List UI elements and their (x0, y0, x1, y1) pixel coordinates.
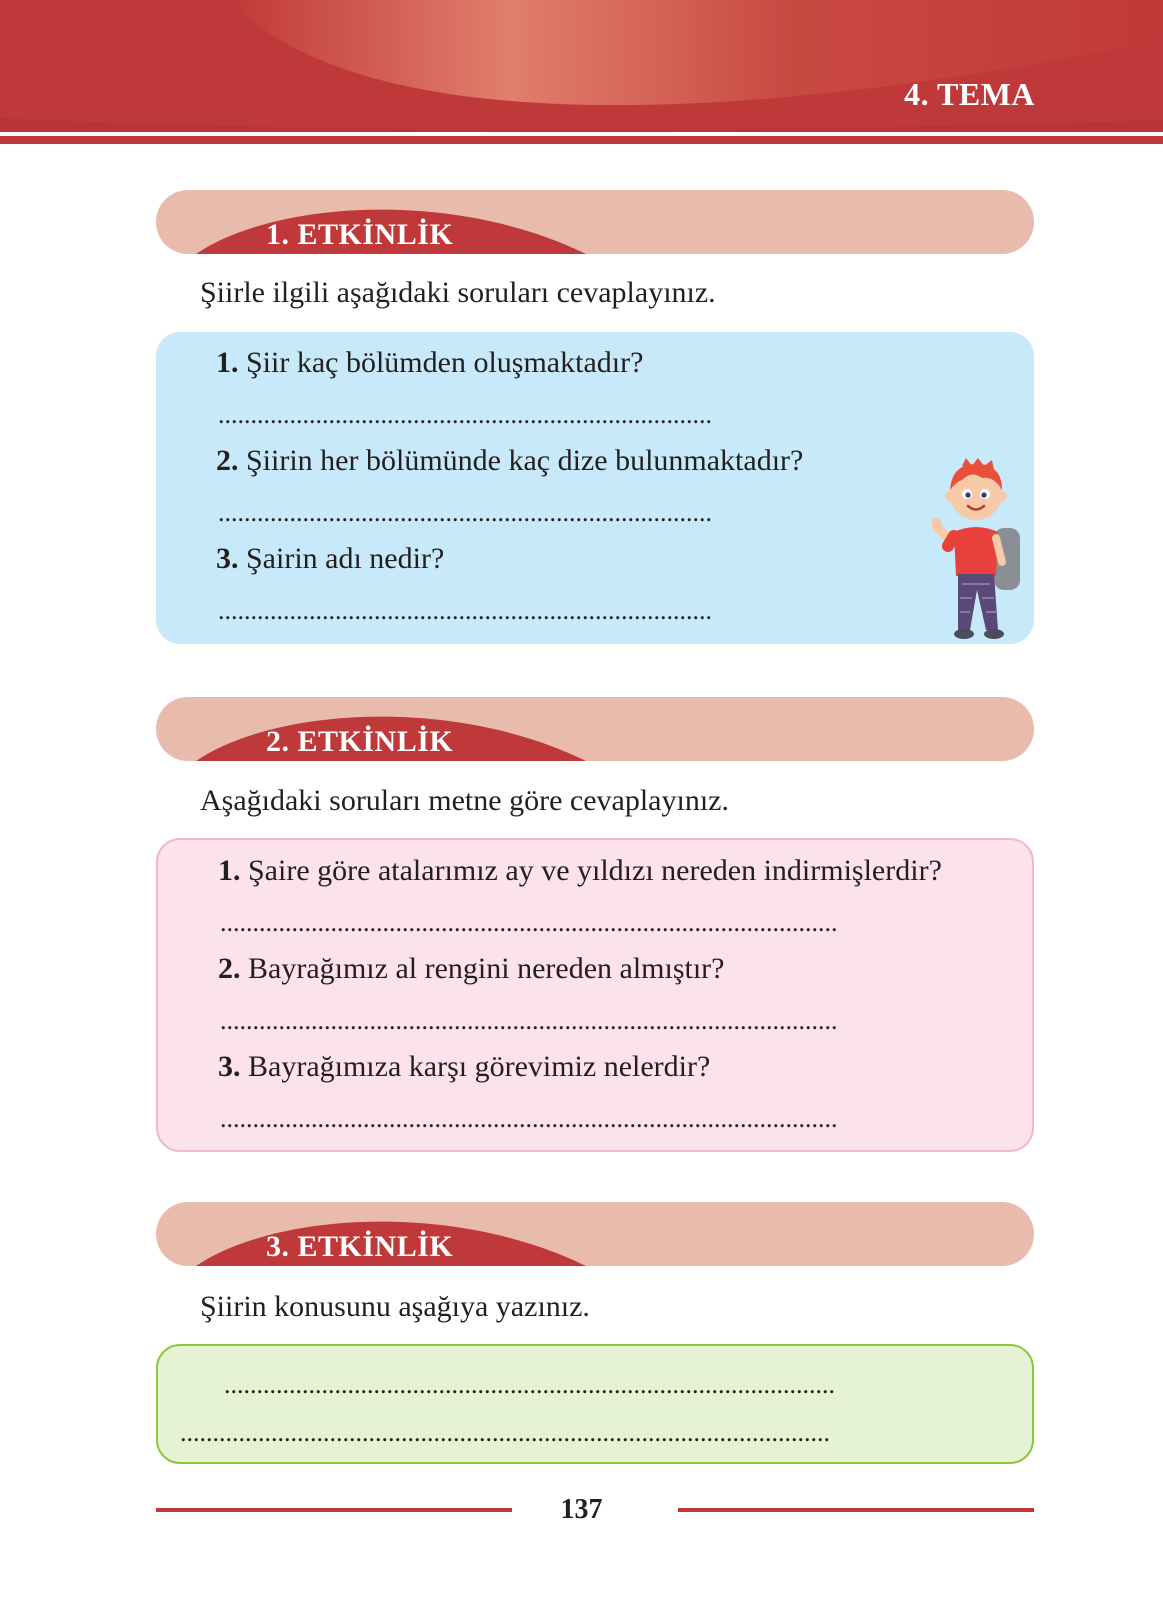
page-number: 137 (560, 1494, 603, 1525)
theme-label: 4. TEMA (904, 76, 1035, 112)
activity-2-answer-line-3[interactable]: ............................................................................................... (220, 1104, 838, 1133)
activity-2-question-1: 1. Şaire göre atalarımız ay ve yıldızı nereden indirmişlerdir? (218, 854, 942, 887)
activity-2-header (156, 697, 1034, 761)
activity-1-instruction: Şiirle ilgili aşağıdaki soruları cevaplayınız. (200, 276, 716, 309)
page-header (0, 0, 1163, 160)
boy-with-backpack-illustration (932, 458, 1032, 644)
activity-1-question-box (156, 332, 1034, 644)
activity-2-question-3: 3. Bayrağımıza karşı görevimiz nelerdir? (218, 1050, 711, 1083)
activity-3-header (156, 1202, 1034, 1266)
activity-1-answer-line-2[interactable]: ............................................................................ (218, 498, 712, 527)
activity-2-answer-line-2[interactable]: ............................................................................................... (220, 1006, 838, 1035)
activity-1-answer-line-3[interactable]: ............................................................................ (218, 596, 712, 625)
activity-3-answer-box (156, 1344, 1034, 1464)
activity-1-title: 1. ETKİNLİK (266, 218, 454, 251)
activity-3-instruction: Şiirin konusunu aşağıya yazınız. (200, 1290, 590, 1323)
activity-3-answer-line-2[interactable]: .................................................................................................... (180, 1418, 830, 1447)
activity-1-question-3: 3. Şairin adı nedir? (216, 542, 445, 575)
activity-3-answer-line-1[interactable]: .............................................................................................. (224, 1370, 835, 1399)
activity-2-answer-line-1[interactable]: ............................................................................................... (220, 908, 838, 937)
activity-2-question-2: 2. Bayrağımız al rengini nereden almıştır? (218, 952, 725, 985)
activity-3-title: 3. ETKİNLİK (266, 1230, 454, 1263)
activity-2-instruction: Aşağıdaki soruları metne göre cevaplayınız. (200, 784, 729, 817)
activity-1-answer-line-1[interactable]: ............................................................................ (218, 400, 712, 429)
activity-1-question-1: 1. Şiir kaç bölümden oluşmaktadır? (216, 346, 644, 379)
activity-2-question-box (156, 838, 1034, 1152)
activity-2-title: 2. ETKİNLİK (266, 725, 454, 758)
activity-1-question-2: 2. Şiirin her bölümünde kaç dize bulunmaktadır? (216, 444, 804, 477)
activity-1-header (156, 190, 1034, 254)
